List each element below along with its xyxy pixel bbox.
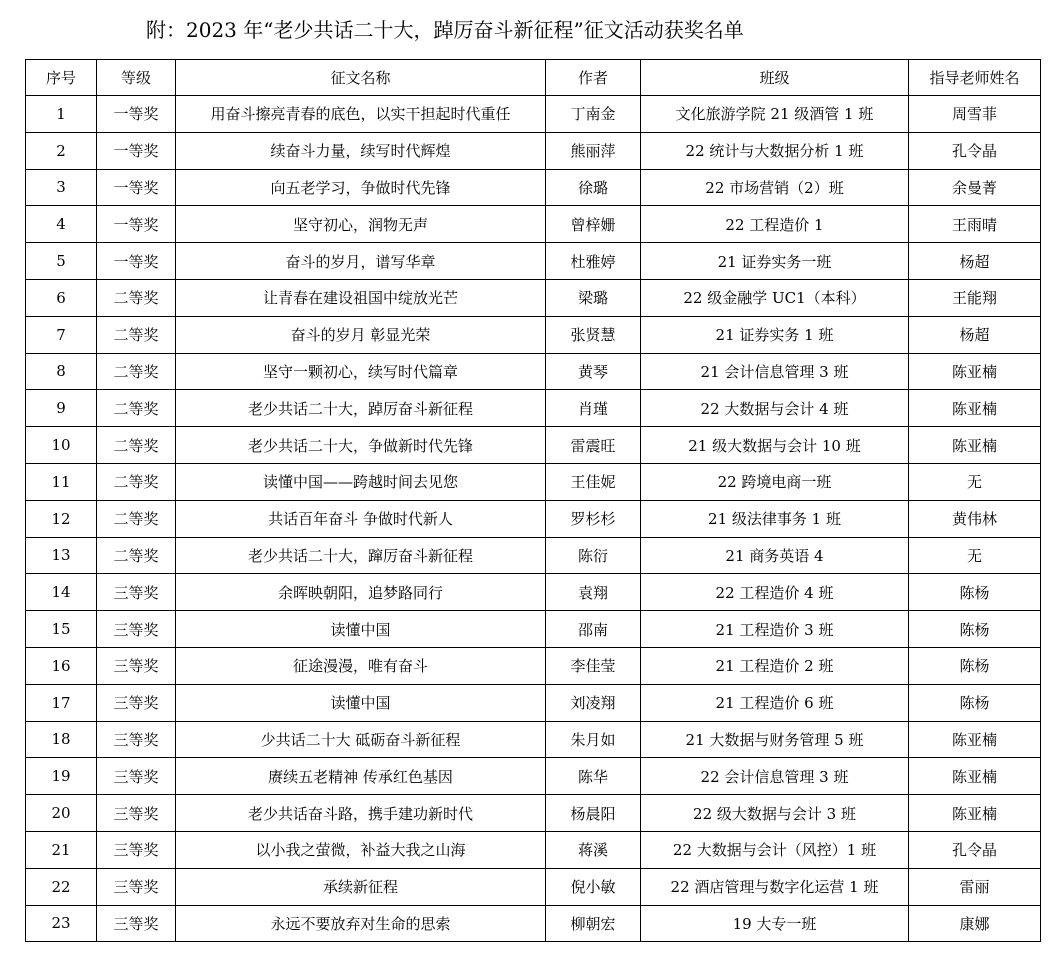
cell-level: 三等奖 <box>97 868 176 905</box>
cell-class: 22 工程造价 4 班 <box>641 574 909 611</box>
table-row <box>26 279 1041 316</box>
cell-index: 13 <box>26 537 97 574</box>
cell-essay-title: 奋斗的岁月，谱写华章 <box>176 243 546 280</box>
cell-index: 10 <box>26 427 97 464</box>
cell-advisor: 陈杨 <box>909 611 1041 648</box>
table-row <box>26 795 1041 832</box>
cell-level: 三等奖 <box>97 831 176 868</box>
cell-advisor: 陈杨 <box>909 647 1041 684</box>
table-row <box>26 574 1041 611</box>
cell-author: 雷震旺 <box>546 427 641 464</box>
cell-class: 文化旅游学院 21 级酒管 1 班 <box>641 96 909 133</box>
cell-level: 一等奖 <box>97 206 176 243</box>
table-body <box>26 96 1041 942</box>
table-row <box>26 647 1041 684</box>
cell-essay-title: 读懂中国 <box>176 611 546 648</box>
cell-essay-title: 永远不要放弃对生命的思索 <box>176 905 546 942</box>
cell-index: 9 <box>26 390 97 427</box>
table-row <box>26 463 1041 500</box>
cell-essay-title: 余晖映朝阳，追梦路同行 <box>176 574 546 611</box>
cell-author: 丁南金 <box>546 96 641 133</box>
cell-essay-title: 续奋斗力量，续写时代辉煌 <box>176 132 546 169</box>
cell-author: 熊丽萍 <box>546 132 641 169</box>
cell-level: 三等奖 <box>97 905 176 942</box>
cell-advisor: 无 <box>909 463 1041 500</box>
cell-advisor: 王能翔 <box>909 279 1041 316</box>
cell-level: 二等奖 <box>97 353 176 390</box>
cell-advisor: 杨超 <box>909 243 1041 280</box>
cell-level: 二等奖 <box>97 427 176 464</box>
table-row <box>26 243 1041 280</box>
cell-index: 20 <box>26 795 97 832</box>
cell-author: 刘凌翔 <box>546 684 641 721</box>
cell-class: 21 级大数据与会计 10 班 <box>641 427 909 464</box>
cell-advisor: 陈杨 <box>909 684 1041 721</box>
cell-essay-title: 奋斗的岁月 彰显光荣 <box>176 316 546 353</box>
cell-level: 一等奖 <box>97 243 176 280</box>
cell-essay-title: 让青春在建设祖国中绽放光芒 <box>176 279 546 316</box>
cell-author: 袁翔 <box>546 574 641 611</box>
cell-class: 21 工程造价 6 班 <box>641 684 909 721</box>
cell-author: 陈衍 <box>546 537 641 574</box>
cell-level: 二等奖 <box>97 537 176 574</box>
cell-class: 22 市场营销（2）班 <box>641 169 909 206</box>
cell-class: 21 级法律事务 1 班 <box>641 500 909 537</box>
cell-index: 2 <box>26 132 97 169</box>
cell-essay-title: 坚守一颗初心，续写时代篇章 <box>176 353 546 390</box>
table-row <box>26 353 1041 390</box>
cell-index: 6 <box>26 279 97 316</box>
cell-author: 陈华 <box>546 758 641 795</box>
cell-class: 21 工程造价 2 班 <box>641 647 909 684</box>
cell-essay-title: 征途漫漫，唯有奋斗 <box>176 647 546 684</box>
table-row <box>26 905 1041 942</box>
cell-level: 二等奖 <box>97 279 176 316</box>
cell-advisor: 雷丽 <box>909 868 1041 905</box>
cell-index: 17 <box>26 684 97 721</box>
cell-level: 二等奖 <box>97 316 176 353</box>
cell-advisor: 康娜 <box>909 905 1041 942</box>
cell-essay-title: 少共话二十大 砥砺奋斗新征程 <box>176 721 546 758</box>
cell-essay-title: 用奋斗擦亮青春的底色，以实干担起时代重任 <box>176 96 546 133</box>
header-index: 序号 <box>26 60 97 96</box>
cell-level: 三等奖 <box>97 611 176 648</box>
cell-index: 19 <box>26 758 97 795</box>
cell-level: 二等奖 <box>97 500 176 537</box>
cell-essay-title: 老少共话二十大，踔厉奋斗新征程 <box>176 390 546 427</box>
cell-author: 肖瑾 <box>546 390 641 427</box>
cell-essay-title: 坚守初心，润物无声 <box>176 206 546 243</box>
cell-advisor: 余曼菁 <box>909 169 1041 206</box>
cell-level: 三等奖 <box>97 795 176 832</box>
cell-advisor: 陈亚楠 <box>909 353 1041 390</box>
table-row <box>26 500 1041 537</box>
cell-author: 张贤慧 <box>546 316 641 353</box>
header-author: 作者 <box>546 60 641 96</box>
table-row <box>26 206 1041 243</box>
cell-class: 22 大数据与会计 4 班 <box>641 390 909 427</box>
cell-class: 22 大数据与会计（风控）1 班 <box>641 831 909 868</box>
table-row <box>26 316 1041 353</box>
cell-class: 22 会计信息管理 3 班 <box>641 758 909 795</box>
cell-class: 19 大专一班 <box>641 905 909 942</box>
cell-class: 21 工程造价 3 班 <box>641 611 909 648</box>
cell-essay-title: 老少共话二十大，争做新时代先锋 <box>176 427 546 464</box>
cell-level: 一等奖 <box>97 132 176 169</box>
cell-author: 杨晨阳 <box>546 795 641 832</box>
cell-author: 王佳妮 <box>546 463 641 500</box>
cell-essay-title: 读懂中国 <box>176 684 546 721</box>
cell-advisor: 周雪菲 <box>909 96 1041 133</box>
cell-advisor: 陈亚楠 <box>909 795 1041 832</box>
table-row <box>26 537 1041 574</box>
cell-advisor: 孔令晶 <box>909 132 1041 169</box>
table-row <box>26 684 1041 721</box>
cell-index: 5 <box>26 243 97 280</box>
cell-index: 23 <box>26 905 97 942</box>
table-row <box>26 831 1041 868</box>
cell-level: 三等奖 <box>97 684 176 721</box>
table-row <box>26 721 1041 758</box>
cell-class: 22 统计与大数据分析 1 班 <box>641 132 909 169</box>
cell-level: 一等奖 <box>97 96 176 133</box>
cell-advisor: 陈亚楠 <box>909 758 1041 795</box>
cell-class: 21 证券实务 1 班 <box>641 316 909 353</box>
cell-level: 三等奖 <box>97 574 176 611</box>
cell-class: 22 酒店管理与数字化运营 1 班 <box>641 868 909 905</box>
cell-level: 一等奖 <box>97 169 176 206</box>
cell-essay-title: 赓续五老精神 传承红色基因 <box>176 758 546 795</box>
cell-author: 罗杉杉 <box>546 500 641 537</box>
cell-class: 21 证券实务一班 <box>641 243 909 280</box>
cell-level: 三等奖 <box>97 721 176 758</box>
table-row <box>26 868 1041 905</box>
cell-author: 梁璐 <box>546 279 641 316</box>
cell-class: 22 级大数据与会计 3 班 <box>641 795 909 832</box>
awards-table <box>25 59 1041 942</box>
cell-essay-title: 读懂中国——跨越时间去见您 <box>176 463 546 500</box>
cell-essay-title: 老少共话二十大，蹿厉奋斗新征程 <box>176 537 546 574</box>
header-class: 班级 <box>641 60 909 96</box>
cell-class: 21 会计信息管理 3 班 <box>641 353 909 390</box>
cell-index: 22 <box>26 868 97 905</box>
cell-index: 8 <box>26 353 97 390</box>
cell-author: 李佳莹 <box>546 647 641 684</box>
cell-index: 11 <box>26 463 97 500</box>
table-row <box>26 758 1041 795</box>
cell-class: 22 级金融学 UC1（本科） <box>641 279 909 316</box>
table-row <box>26 390 1041 427</box>
cell-author: 柳朝宏 <box>546 905 641 942</box>
cell-advisor: 陈杨 <box>909 574 1041 611</box>
cell-advisor: 黄伟林 <box>909 500 1041 537</box>
cell-author: 曾梓姗 <box>546 206 641 243</box>
cell-index: 7 <box>26 316 97 353</box>
cell-author: 倪小敏 <box>546 868 641 905</box>
cell-advisor: 孔令晶 <box>909 831 1041 868</box>
cell-class: 22 工程造价 1 <box>641 206 909 243</box>
cell-level: 三等奖 <box>97 758 176 795</box>
cell-essay-title: 承续新征程 <box>176 868 546 905</box>
cell-level: 二等奖 <box>97 463 176 500</box>
cell-index: 21 <box>26 831 97 868</box>
cell-class: 21 大数据与财务管理 5 班 <box>641 721 909 758</box>
table-row <box>26 132 1041 169</box>
header-level: 等级 <box>97 60 176 96</box>
cell-advisor: 无 <box>909 537 1041 574</box>
table-row <box>26 169 1041 206</box>
cell-index: 18 <box>26 721 97 758</box>
cell-advisor: 陈亚楠 <box>909 390 1041 427</box>
cell-index: 4 <box>26 206 97 243</box>
header-essay-title: 征文名称 <box>176 60 546 96</box>
table-row <box>26 611 1041 648</box>
cell-essay-title: 以小我之萤微，补益大我之山海 <box>176 831 546 868</box>
header-advisor: 指导老师姓名 <box>909 60 1041 96</box>
cell-index: 12 <box>26 500 97 537</box>
cell-advisor: 王雨晴 <box>909 206 1041 243</box>
cell-author: 朱月如 <box>546 721 641 758</box>
cell-advisor: 陈亚楠 <box>909 427 1041 464</box>
cell-essay-title: 老少共话奋斗路，携手建功新时代 <box>176 795 546 832</box>
cell-author: 蒋溪 <box>546 831 641 868</box>
cell-advisor: 杨超 <box>909 316 1041 353</box>
cell-essay-title: 共话百年奋斗 争做时代新人 <box>176 500 546 537</box>
cell-advisor: 陈亚楠 <box>909 721 1041 758</box>
cell-index: 14 <box>26 574 97 611</box>
cell-author: 邵南 <box>546 611 641 648</box>
cell-index: 3 <box>26 169 97 206</box>
table-row <box>26 96 1041 133</box>
cell-index: 16 <box>26 647 97 684</box>
cell-index: 15 <box>26 611 97 648</box>
cell-level: 三等奖 <box>97 647 176 684</box>
cell-class: 21 商务英语 4 <box>641 537 909 574</box>
cell-level: 二等奖 <box>97 390 176 427</box>
cell-class: 22 跨境电商一班 <box>641 463 909 500</box>
cell-index: 1 <box>26 96 97 133</box>
table-row <box>26 427 1041 464</box>
table-header-row <box>26 60 1041 96</box>
cell-essay-title: 向五老学习，争做时代先锋 <box>176 169 546 206</box>
cell-author: 杜雅婷 <box>546 243 641 280</box>
cell-author: 黄琴 <box>546 353 641 390</box>
cell-author: 徐璐 <box>546 169 641 206</box>
document-title: 附：2023 年“老少共话二十大，踔厉奋斗新征程”征文活动获奖名单 <box>146 18 744 42</box>
